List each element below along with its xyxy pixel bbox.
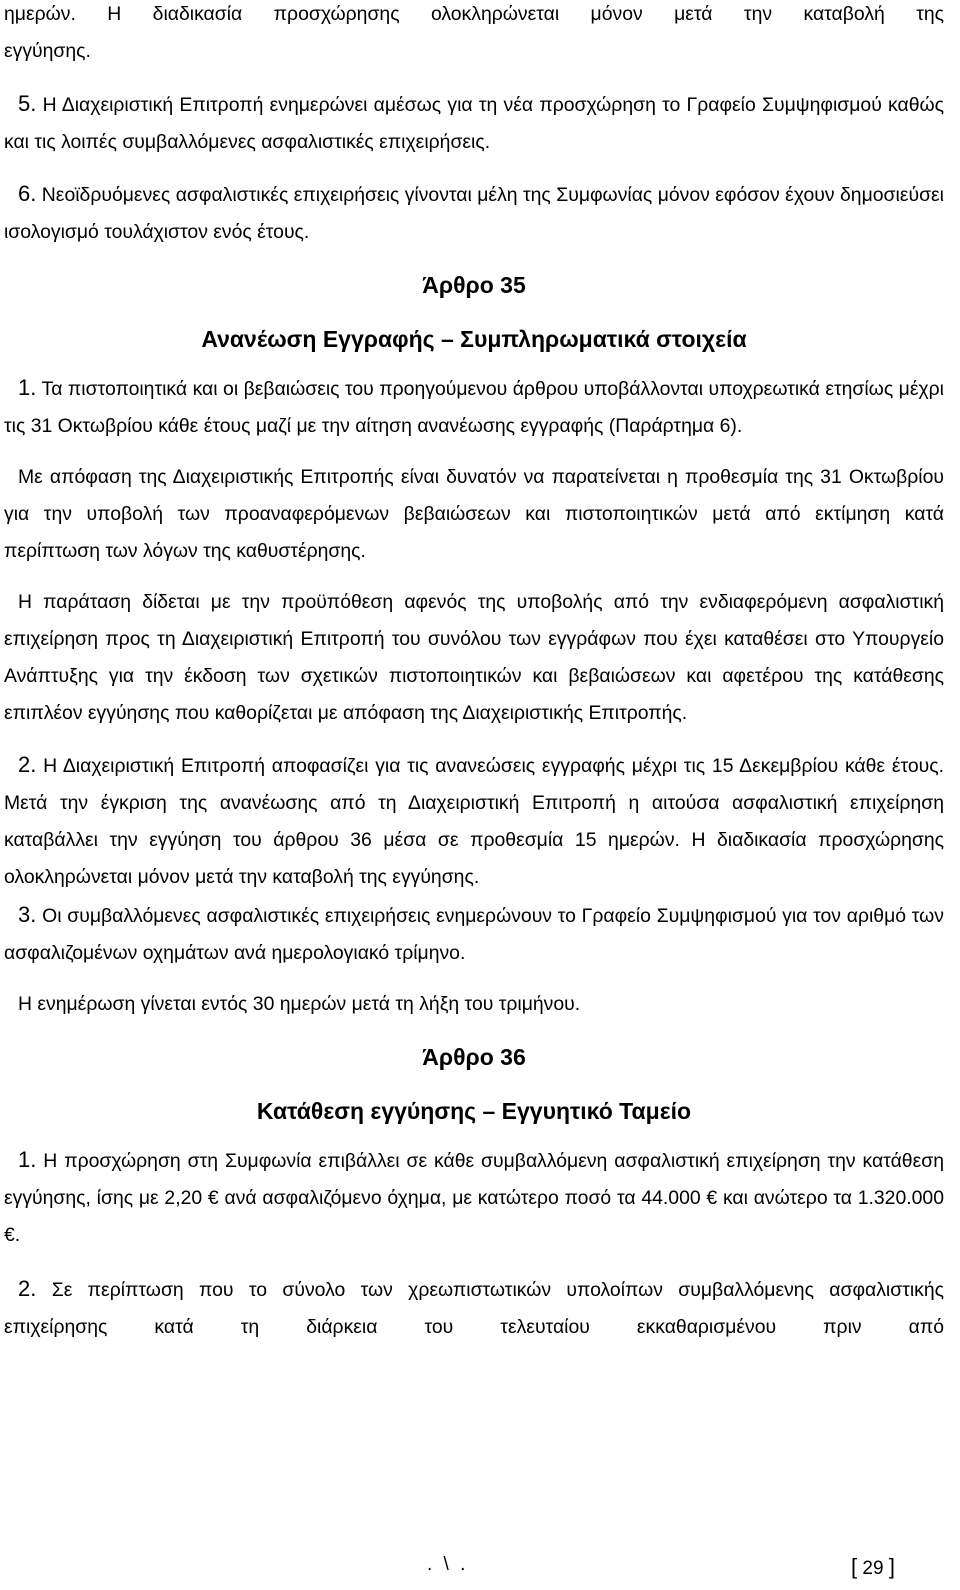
item-5-text: Η Διαχειριστική Επιτροπή ενημερώνει αμέσως για τη νέα προσχώρηση το Γραφείο Συμψηφισμού καθώς και τις λοιπές συμβαλλόμενες ασφαλιστικές επιχειρήσεις. bbox=[4, 94, 944, 153]
article-35-paragraph-2 bbox=[4, 746, 944, 896]
page-number-open-bracket: [ bbox=[851, 1554, 858, 1579]
article-35-p1-text: Τα πιστοποιητικά και οι βεβαιώσεις του προηγούμενου άρθρου υποβάλλονται υποχρεωτικά ετησίως μέχρι τις 31 Οκτωβρίου κάθε έτους μαζί με την αίτηση ανανέωσης εγγραφής (Παράρτημα 6). bbox=[4, 378, 944, 437]
article-35-paragraph-3b: Η ενημέρωση γίνεται εντός 30 ημερών μετά τη λήξη του τριμήνου. bbox=[18, 993, 581, 1015]
page-number-value: 29 bbox=[857, 1558, 889, 1579]
page-number bbox=[851, 1554, 895, 1580]
continuation-line-1: ημερών. Η διαδικασία προσχώρησης ολοκληρώνεται μόνον μετά την καταβολή της bbox=[4, 3, 944, 25]
article-35-p3-number: 3. bbox=[18, 902, 37, 927]
footer-mark: . \ . bbox=[427, 1554, 469, 1575]
article-35-p2-text: Η Διαχειριστική Επιτροπή αποφασίζει για τις ανανεώσεις εγγραφής μέχρι τις 15 Δεκεμβρίου κάθε έτους. Μετά την έγκριση της ανανέωσης από τη Διαχειριστική Επιτροπή η αιτούσα ασφαλιστική επιχείρηση καταβάλλει την εγγύηση του άρθρου 36 μέσα σε προθεσμία 15 ημερών. Η διαδικασία προσχώρησης ολοκληρώνεται μόνον μετά την καταβολή της εγγύησης. bbox=[4, 755, 944, 888]
article-35-p1-number: 1. bbox=[18, 375, 37, 400]
item-6-number: 6. bbox=[18, 181, 37, 206]
article-35-subheading: Ανανέωση Εγγραφής – Συμπληρωματικά στοιχεία bbox=[201, 326, 747, 352]
page-number-close-bracket: ] bbox=[888, 1554, 895, 1579]
article-36-p2-text: Σε περίπτωση που το σύνολο των χρεωπιστωτικών υπολοίπων συμβαλλόμενης ασφαλιστικής επιχείρησης κατά τη διάρκεια του τελευταίου εκκαθαρισμένου πριν από bbox=[4, 1279, 944, 1338]
item-6-text: Νεοϊδρυόμενες ασφαλιστικές επιχειρήσεις γίνονται μέλη της Συμφωνίας μόνον εφόσον έχουν δημοσιεύσει ισολογισμό τουλάχιστον ενός έτους. bbox=[4, 184, 944, 243]
article-35-p3-text: Οι συμβαλλόμενες ασφαλιστικές επιχειρήσεις ενημερώνουν το Γραφείο Συμψηφισμού για τον αριθμό των ασφαλιζομένων οχημάτων ανά ημερολογιακό τρίμηνο. bbox=[4, 905, 944, 964]
article-35-paragraph-1b: Με απόφαση της Διαχειριστικής Επιτροπής είναι δυνατόν να παρατείνεται η προθεσμία της 31 Οκτωβρίου για την υποβολή των προαναφερόμενων βεβαιώσεων και πιστοποιητικών μετά από εκτίμηση κατά περίπτωση των λόγων της καθυστέρησης. bbox=[4, 466, 944, 562]
article-35-paragraph-1 bbox=[4, 369, 944, 445]
page-footer bbox=[4, 1548, 944, 1584]
article-36-heading: Άρθρο 36 bbox=[422, 1044, 526, 1070]
article-36-paragraph-2 bbox=[4, 1270, 944, 1346]
item-6 bbox=[4, 175, 944, 251]
document-page bbox=[4, 0, 944, 1590]
article-35-p2-number: 2. bbox=[18, 752, 37, 777]
item-5 bbox=[4, 85, 944, 161]
article-36-p1-number: 1. bbox=[18, 1147, 37, 1172]
article-36-paragraph-1 bbox=[4, 1141, 944, 1254]
article-36-p1-text: Η προσχώρηση στη Συμφωνία επιβάλλει σε κάθε συμβαλλόμενη ασφαλιστική επιχείρηση την κατάθεση εγγύησης, ίσης με 2,20 € ανά ασφαλιζόμενο όχημα, με κατώτερο ποσό τα 44.000 € και ανώτερο τα 1.320.000 €. bbox=[4, 1150, 944, 1246]
item-5-number: 5. bbox=[18, 91, 37, 116]
article-35-paragraph-1c: Η παράταση δίδεται με την προϋπόθεση αφενός της υποβολής από την ενδιαφερόμενη ασφαλιστική επιχείρηση προς τη Διαχειριστική Επιτροπή του συνόλου των εγγράφων που έχει καταθέσει στο Υπουργείο Ανάπτυξης για την έκδοση των σχετικών πιστοποιητικών και βεβαιώσεων και αφετέρου της κατάθεσης επιπλέον εγγύησης που καθορίζεται με απόφαση της Διαχειριστικής Επιτροπής. bbox=[4, 591, 944, 724]
article-36-subheading: Κατάθεση εγγύησης – Εγγυητικό Ταμείο bbox=[256, 1098, 692, 1124]
article-35-heading: Άρθρο 35 bbox=[422, 272, 526, 298]
article-35-paragraph-3 bbox=[4, 896, 944, 972]
continuation-line-2: εγγύησης. bbox=[4, 40, 91, 62]
article-36-p2-number: 2. bbox=[18, 1276, 37, 1301]
